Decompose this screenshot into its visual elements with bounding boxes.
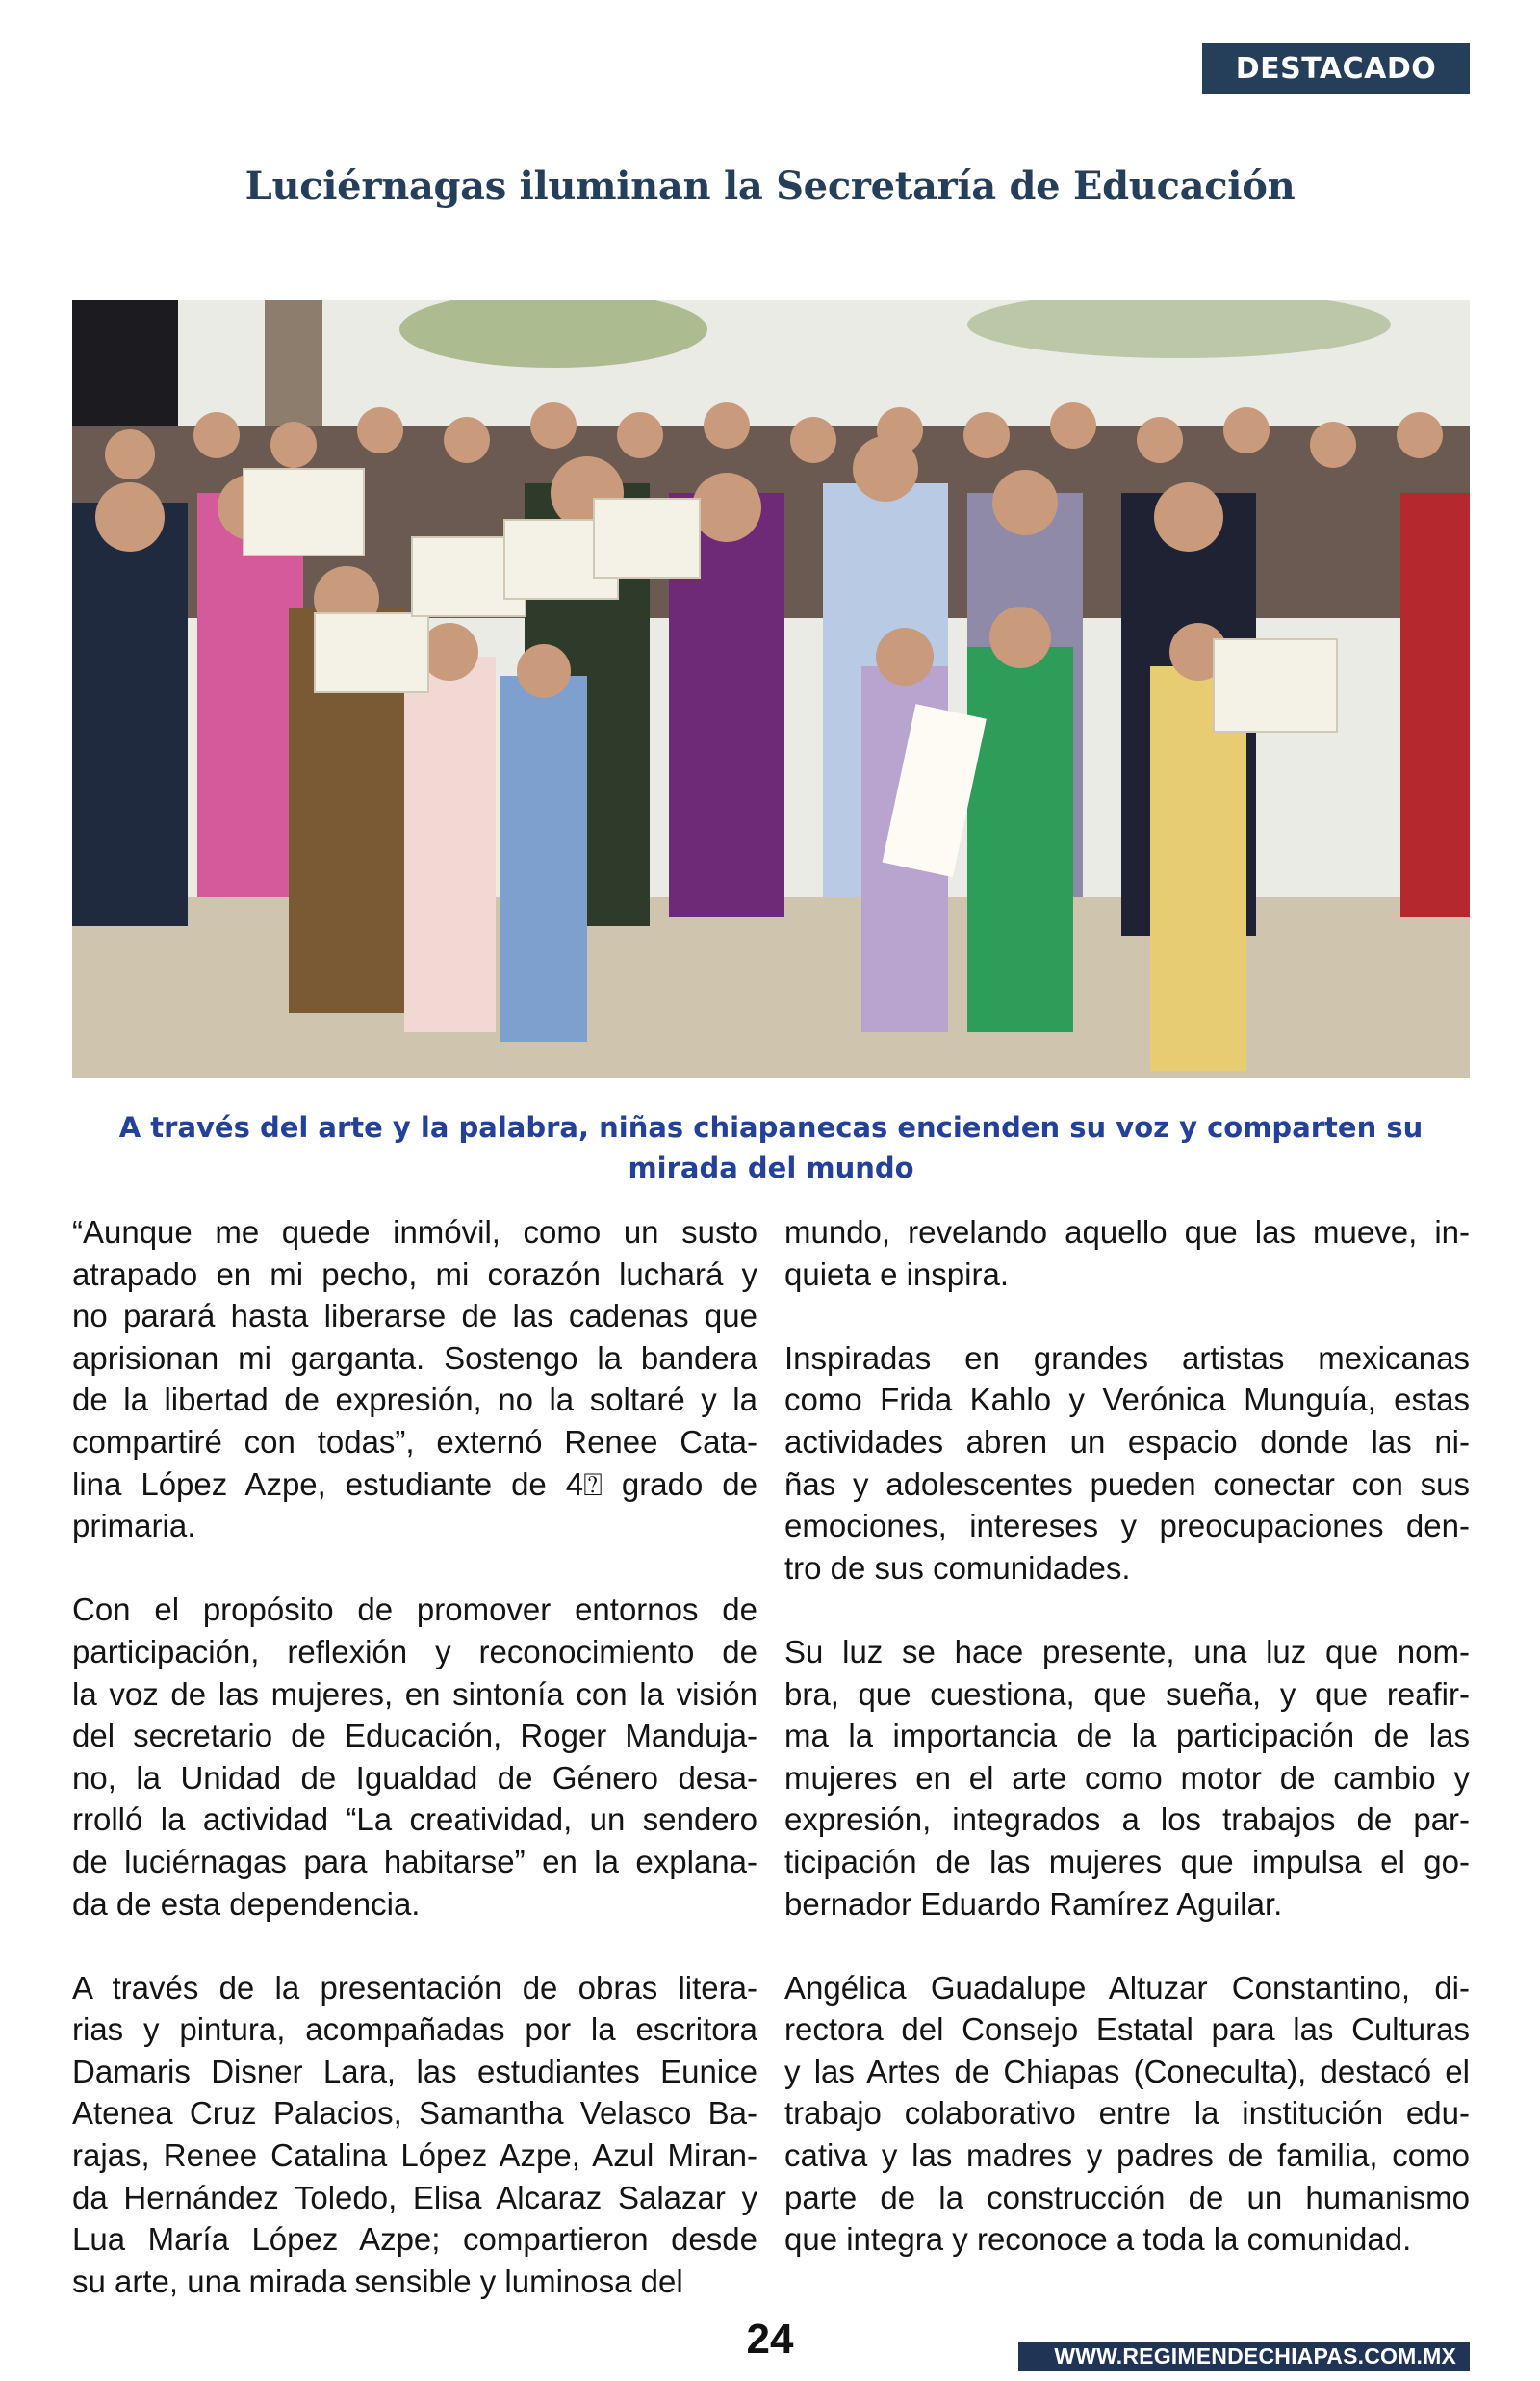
photo-floor xyxy=(72,897,1470,1078)
body-line: Damaris Disner Lara, las estudiantes Eunice xyxy=(72,2053,757,2089)
body-line: ñas y adolescentes pueden conectar con sus xyxy=(784,1465,1470,1502)
body-line: rectora del Consejo Estatal para las Culturas xyxy=(784,2011,1470,2048)
body-line: A través de la presentación de obras litera- xyxy=(72,1969,757,2006)
website-banner[interactable] xyxy=(1018,2342,1470,2371)
body-line: que integra y reconoce a toda la comunidad. xyxy=(784,2221,1412,2258)
body-line: mundo, revelando aquello que las mueve, in- xyxy=(784,1214,1470,1250)
body-line: rajas, Renee Catalina López Azpe, Azul Miran- xyxy=(72,2137,757,2174)
group-photo-illustration xyxy=(72,300,1470,1078)
body-line: Inspiradas en grandes artistas mexicanas xyxy=(784,1339,1470,1376)
body-line: rias y pintura, acompañadas por la escritora xyxy=(72,2011,757,2048)
caption-line: mirada del mundo xyxy=(628,1152,914,1184)
body-line: expresión, integrados a los trabajos de par- xyxy=(784,1801,1470,1838)
body-line: ticipación de las mujeres que impulsa el go- xyxy=(784,1843,1470,1879)
body-line: compartiré con todas”, externó Renee Cata- xyxy=(72,1423,757,1460)
body-line: bra, que cuestiona, que sueña, y que reafir- xyxy=(784,1675,1470,1712)
body-line: atrapado en mi pecho, mi corazón luchará y xyxy=(72,1255,757,1292)
body-line: da de esta dependencia. xyxy=(72,1885,421,1922)
body-line: emociones, intereses y preocupaciones den- xyxy=(784,1508,1470,1544)
body-column-left xyxy=(72,1211,757,2344)
body-line: rrolló la actividad “La creatividad, un sendero xyxy=(72,1801,757,1838)
website-link[interactable]: WWW.REGIMENDECHIAPAS.COM.MX xyxy=(1054,2343,1456,2368)
body-line: mujeres en el arte como motor de cambio y xyxy=(784,1759,1470,1796)
body-paragraph xyxy=(784,1967,1470,2261)
body-line: no, la Unidad de Igualdad de Género desa- xyxy=(72,1759,757,1796)
body-paragraph xyxy=(72,1211,757,1547)
body-paragraph xyxy=(784,1211,1470,1295)
body-line: la voz de las mujeres, en sintonía con la visión xyxy=(72,1675,757,1712)
body-line: como Frida Kahlo y Verónica Munguía, estas xyxy=(784,1382,1470,1418)
body-line: parte de la construcción de un humanismo xyxy=(784,2179,1470,2215)
body-line: primaria. xyxy=(72,1508,196,1544)
section-tag: DESTACADO xyxy=(1202,43,1470,94)
body-line: bernador Eduardo Ramírez Aguilar. xyxy=(784,1885,1283,1922)
body-line: Angélica Guadalupe Altuzar Constantino, di- xyxy=(784,1969,1470,2006)
body-line: no parará hasta liberarse de las cadenas que xyxy=(72,1298,757,1334)
body-line: de la libertad de expresión, no la soltaré y la xyxy=(72,1382,757,1418)
body-line: participación, reflexión y reconocimiento de xyxy=(72,1633,757,1669)
body-line: Con el propósito de promover entornos de xyxy=(72,1592,757,1628)
body-paragraph xyxy=(784,1631,1470,1925)
body-line: Lua María López Azpe; compartieron desde xyxy=(72,2221,757,2258)
body-line: quieta e inspira. xyxy=(784,1255,1009,1292)
body-line: trabajo colaborativo entre la institución edu- xyxy=(784,2095,1470,2132)
body-line: actividades abren un espacio donde las ni- xyxy=(784,1423,1470,1460)
body-line: de luciérnagas para habitarse” en la explana- xyxy=(72,1843,757,1879)
body-line: su arte, una mirada sensible y luminosa del xyxy=(72,2263,683,2299)
body-line: Atenea Cruz Palacios, Samantha Velasco Ba- xyxy=(72,2095,757,2132)
body-line: Su luz se hace presente, una luz que nom- xyxy=(784,1633,1470,1669)
body-line: “Aunque me quede inmóvil, como un susto xyxy=(72,1214,757,1250)
body-line: aprisionan mi garganta. Sostengo la bandera xyxy=(72,1339,757,1376)
body-column-right xyxy=(784,1211,1470,2302)
article-photo xyxy=(72,300,1470,1078)
photo-caption xyxy=(72,1107,1470,1188)
page-number: 24 xyxy=(746,2316,794,2363)
body-line: tro de sus comunidades. xyxy=(784,1549,1131,1586)
article-title: Luciérnagas iluminan la Secretaría de Educación xyxy=(244,164,1296,209)
body-line: da Hernández Toledo, Elisa Alcaraz Salazar y xyxy=(72,2179,757,2215)
body-line: ma la importancia de la participación de las xyxy=(784,1718,1470,1754)
caption-line: A través del arte y la palabra, niñas chiapanecas encienden su voz y comparten su xyxy=(118,1111,1424,1144)
body-paragraph xyxy=(72,1967,757,2303)
body-paragraph xyxy=(72,1589,757,1925)
body-line: del secretario de Educación, Roger Manduja- xyxy=(72,1718,757,1754)
body-line: y las Artes de Chiapas (Coneculta), destacó el xyxy=(784,2053,1470,2089)
body-line: cativa y las madres y padres de familia, como xyxy=(784,2137,1470,2174)
body-paragraph xyxy=(784,1337,1470,1590)
body-line: lina López Azpe, estudiante de 4⍰ grado de xyxy=(72,1465,757,1502)
